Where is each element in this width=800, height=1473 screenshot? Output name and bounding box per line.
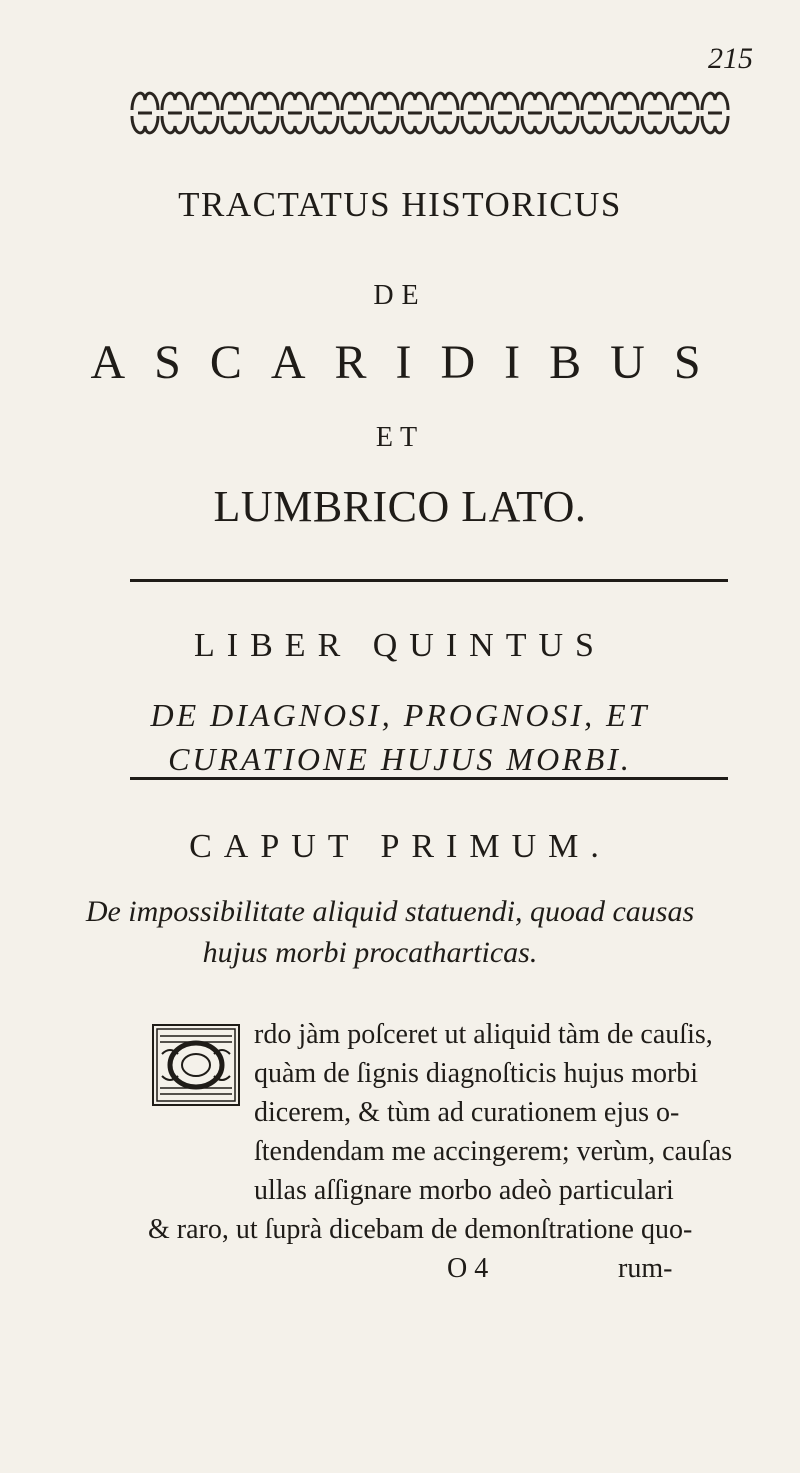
chapter-summary-line-2: hujus morbi procatharticas. xyxy=(202,936,538,969)
treatise-title: TRACTATUS HISTORICUS xyxy=(178,185,622,224)
body-line-2: quàm de ſignis diagnoſticis hujus morbi xyxy=(254,1058,699,1089)
page-number: 215 xyxy=(708,42,753,75)
decorative-header-ornament xyxy=(130,82,730,144)
book-subtitle-line-1: DE DIAGNOSI, PROGNOSI, ET xyxy=(150,697,650,733)
divider-rule-upper xyxy=(130,579,728,582)
divider-rule-lower xyxy=(130,777,728,780)
chapter-summary-line-1: De impossibilitate aliquid statuendi, quoad causas xyxy=(85,895,695,928)
title-subject-ascaridibus: ASCARIDIBUS xyxy=(90,336,730,389)
body-line-3: dicerem, & tùm ad curationem ejus o- xyxy=(254,1097,680,1128)
body-line-5: ullas aſſignare morbo adeò particulari xyxy=(254,1175,674,1206)
catchword: rum- xyxy=(618,1253,673,1284)
book-heading: LIBER QUINTUS xyxy=(194,627,606,664)
body-line-4: ſtendendam me accingerem; verùm, cauſas xyxy=(254,1136,733,1167)
book-subtitle-line-2: CURATIONE HUJUS MORBI. xyxy=(168,741,632,777)
title-connector-de: DE xyxy=(373,280,427,311)
title-connector-et: ET xyxy=(375,422,425,453)
body-line-1: rdo jàm poſceret ut aliquid tàm de cauſis, xyxy=(254,1019,713,1050)
chapter-heading: CAPUT PRIMUM. xyxy=(189,828,611,865)
title-subject-lumbrico: LUMBRICO LATO. xyxy=(213,482,587,531)
decorative-initial-o-icon xyxy=(152,1024,240,1106)
signature-mark: O 4 xyxy=(447,1253,489,1284)
body-line-6: & raro, ut ſuprà dicebam de demonſtratione quo- xyxy=(148,1214,693,1245)
